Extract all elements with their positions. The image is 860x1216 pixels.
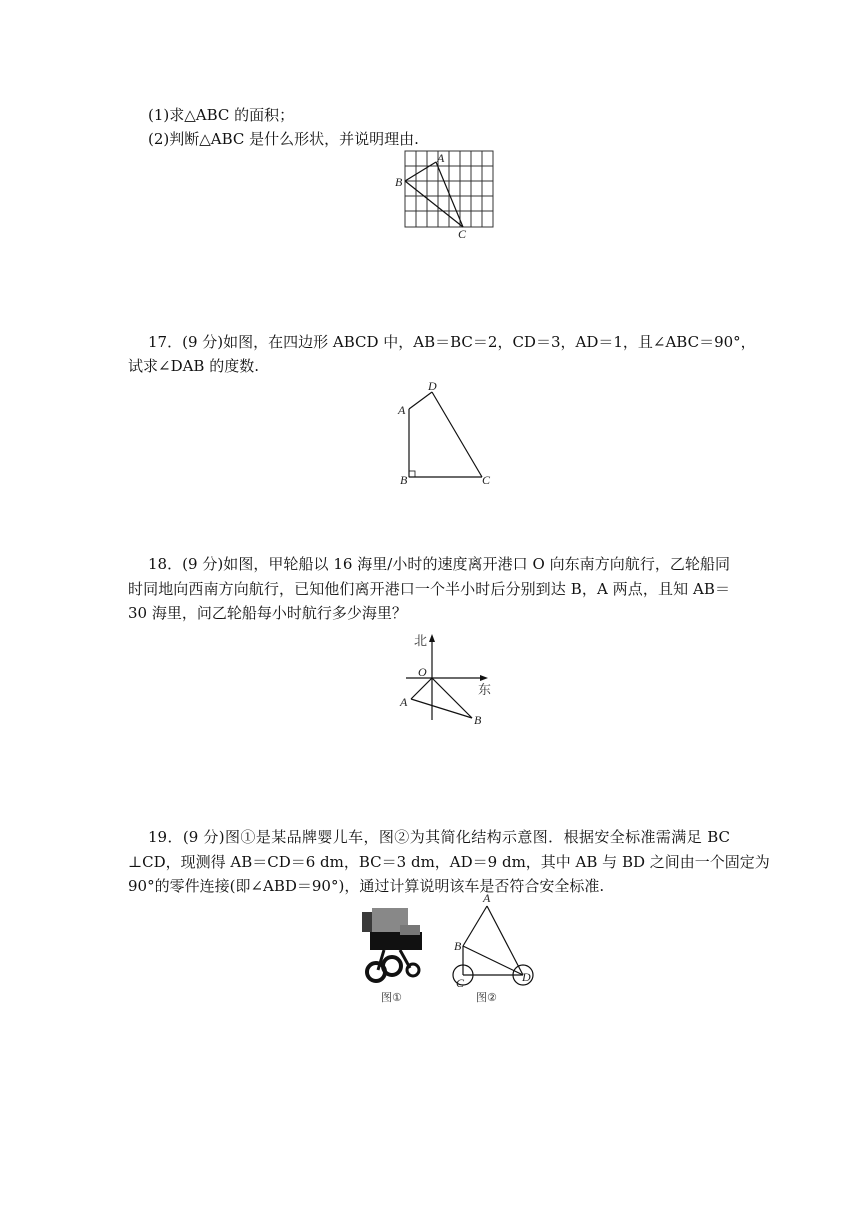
q17-label-a: A: [398, 403, 406, 417]
side-da: [409, 392, 432, 409]
q19-line1: 19．(9 分)图①是某品牌婴儿车，图②为其简化结构示意图．根据安全标准需满足 BC: [148, 828, 730, 846]
q18-label-a: A: [400, 695, 408, 709]
side-cd: [432, 392, 482, 477]
q18-label-o: O: [418, 665, 427, 679]
segment-ad: [487, 906, 523, 975]
q16-label-b: B: [395, 175, 403, 189]
triangle-abc: [405, 162, 463, 227]
wheel-c: [453, 965, 473, 985]
fig2-caption: 图②: [476, 991, 497, 1004]
stroller-handle: [400, 925, 420, 935]
stroller-wheel-front: [407, 964, 419, 976]
segment-oa: [411, 678, 432, 699]
q19-label-d: D: [522, 970, 531, 984]
q18-line2: 时同地向西南方向航行，已知他们离开港口一个半小时后分别到达 B，A 两点，且知 AB＝: [128, 580, 730, 598]
east-label: 东: [478, 683, 492, 698]
q17-label-c: C: [482, 473, 491, 487]
north-arrowhead: [429, 634, 435, 642]
wheel-d: [513, 965, 533, 985]
stroller-wheel-rear: [367, 963, 385, 981]
q18-label-b: B: [474, 713, 482, 727]
segment-bd: [463, 946, 523, 975]
q19-line3: 90°的零件连接(即∠ABD＝90°)，通过计算说明该车是否符合安全标准.: [128, 877, 605, 895]
segment-ab: [463, 906, 487, 946]
segment-ab: [411, 699, 472, 718]
east-arrowhead: [480, 675, 488, 681]
q17-line1: 17．(9 分)如图，在四边形 ABCD 中，AB＝BC＝2，CD＝3，AD＝1，且∠ABC＝90°，: [148, 333, 756, 351]
q19-label-b: B: [454, 939, 462, 953]
right-angle-mark: [409, 471, 415, 477]
stroller-hood: [372, 908, 408, 932]
q17-label-d: D: [428, 379, 437, 393]
north-label: 北: [414, 634, 428, 649]
q16-label-a: A: [437, 151, 445, 165]
segment-ob: [432, 678, 472, 718]
q16-part1: (1)求△ABC 的面积；: [148, 106, 295, 124]
q16-part2: (2)判断△ABC 是什么形状，并说明理由.: [148, 130, 419, 148]
q18-line3: 30 海里，问乙轮船每小时航行多少海里？: [128, 604, 407, 622]
q19-label-c: C: [456, 976, 465, 990]
stroller-wheel-mid: [383, 957, 401, 975]
q18-line1: 18．(9 分)如图，甲轮船以 16 海里/小时的速度离开港口 O 向东南方向航行，乙轮船同: [148, 555, 730, 573]
grid-border: [405, 151, 493, 227]
q16-label-c: C: [458, 227, 467, 241]
q19-label-a: A: [483, 891, 491, 905]
q17-line2: 试求∠DAB 的度数.: [128, 357, 259, 375]
fig1-caption: 图①: [381, 991, 402, 1004]
stroller-seat: [370, 932, 422, 950]
q17-label-b: B: [400, 473, 408, 487]
q19-line2: ⊥CD，现测得 AB＝CD＝6 dm，BC＝3 dm，AD＝9 dm，其中 AB 与 BD 之间由一个固定为: [128, 853, 770, 871]
stroller-canopy: [362, 912, 382, 932]
